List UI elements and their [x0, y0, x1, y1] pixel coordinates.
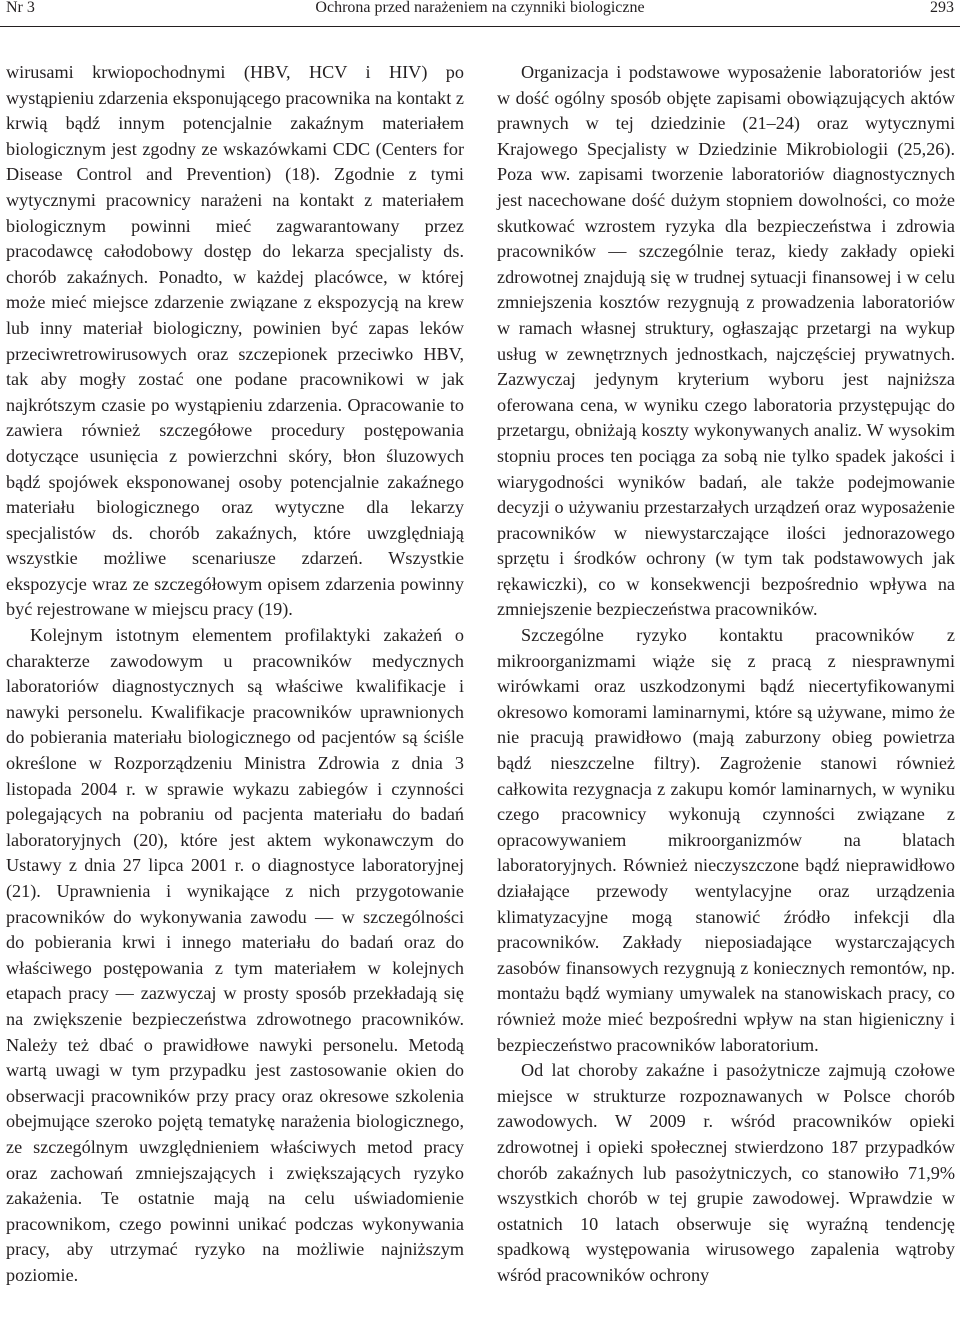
page-number: 293	[930, 0, 954, 16]
right-column	[497, 60, 955, 1289]
header-rule	[0, 26, 960, 27]
paragraph-risk: Szczególne ryzyko kontaktu pracowników z mikroorganizmami wiąże się z pracą z niesprawnymi wirówkami oraz uszkodzonymi bądź niecertyfikowanymi okresowo komorami laminarnymi, które są używane, mimo że nie pracują prawidłowo (mają zaburzony obieg powietrza bądź nieszczelne filtry). Zagrożenie stanowi również całkowita rezygnacja z zakupu komór laminarnych, w wyniku czego pracownicy wykonują czynności związane z opracowywaniem mikroorganizmów na blatach laboratoryjnych. Również nieczyszczone bądź nieprawidłowo działające przewody wentylacyjne oraz urządzenia klimatyzacyjne mogą stanowić źródło infekcji dla pracowników. Zakłady nieposiadające wystarczających zasobów finansowych rezygnują z koniecznych remontów, np. montażu bądź wymiany umywalek na stanowiskach pracy, co również może mieć bezpośredni wpływ na stan higieniczny i bezpieczeństwo pracowników laboratorium.	[497, 625, 955, 1055]
paragraph-qualifications: Kolejnym istotnym elementem profilaktyki zakażeń o charakterze zawodowym u pracowników medycznych laboratoriów diagnostycznych są właściwe kwalifikacje i nawyki personelu. Kwalifikacje pracowników uprawnionych do pobierania materiału biologicznego od pacjentów są ściśle określone w Rozporządzeniu Ministra Zdrowia z dnia 3 listopada 2004 r. w sprawie wykazu zabiegów i czynności polegających na pobraniu od pacjenta materiału do badań laboratoryjnych (20), które jest aktem wykonawczym do Ustawy z dnia 27 lipca 2001 r. o diagnostyce laboratoryjnej (21). Uprawnienia i wynikające z nich przygotowanie pracowników do wykonywania zawodu — w szczególności do pobierania krwi i innego materiału do badań oraz do właściwego postępowania z tym materiałem w kolejnych etapach pracy — zazwyczaj w prosty sposób przekładają się na zwiększenie bezpieczeństwa zdrowotnego pracowników. Należy też dbać o prawidłowe nawyki personelu. Metodą wartą uwagi w tym przypadku jest zastosowanie okien do obserwacji pracowników przy pracy oraz okresowe szkolenia obejmujące szeroko pojętą tematykę narażenia biologicznego, ze szczególnym uwzględnieniem właściwych metod pracy oraz zachowań zmniejszających i zwiększających ryzyko zakażenia. Te ostatnie mają na celu uświadomienie pracownikom, czego powinni unikać podczas wykonywania pracy, aby utrzymać ryzyko na możliwie najniższym poziomie.	[6, 625, 464, 1285]
running-title: Ochrona przed narażeniem na czynniki biologiczne	[315, 0, 645, 16]
paragraph-organization: Organizacja i podstawowe wyposażenie laboratoriów jest w dość ogólny sposób objęte zapisami obowiązujących aktów prawnych w tej dziedzinie (21–24) oraz wytycznymi Krajowego Specjalisty w Dziedzinie Mikrobiologii (25,26). Poza ww. zapisami tworzenie laboratoriów diagnostycznych jest nacechowane dość dużym stopniem dowolności, co może skutkować wzrostem ryzyka dla bezpieczeństwa i zdrowia pracowników — szczególnie teraz, kiedy zakłady opieki zdrowotnej znajdują się w trudnej sytuacji finansowej i w celu zmniejszenia kosztów rezygnują z prowadzenia laboratoriów w ramach własnej struktury, ogłaszając przetargi na wykup usług w zewnętrznych jednostkach, najczęściej prywatnych. Zazwyczaj jedynym kryterium wyboru jest najniższa oferowana cena, w wyniku czego laboratoria przystępując do przetargu, obniżają koszty wykonywanych analiz. W wysokim stopniu proces ten pociąga za sobą nie tylko spadek jakości i wiarygodności wyników badań, ale także podejmowanie decyzji o używaniu przestarzałych urządzeń oraz wyposażenie pracowników w niewystarczające ilości jednorazowego sprzętu i środków ochrony (w tym tak podstawowych jak rękawiczki), co w konsekwencji bezpośrednio wpływa na zmniejszenie bezpieczeństwa pracowników.	[497, 62, 955, 620]
paragraph-statistics: Od lat choroby zakaźne i pasożytnicze zajmują czołowe miejsce w strukturze rozpoznawanych w Polsce chorób zawodowych. W 2009 r. wśród pracowników opieki zdrowotnej i opieki społecznej stwierdzono 187 przypadków chorób zakaźnych lub pasożytniczych, co stanowiło 71,9% wszystkich chorób w tej grupie zawodowej. Wprawdzie w ostatnich 10 latach obserwuje się wyraźną tendencję spadkową występowania wirusowego zapalenia wątroby wśród pracowników ochrony	[497, 1060, 955, 1285]
paragraph-continuation: wirusami krwiopochodnymi (HBV, HCV i HIV) po wystąpieniu zdarzenia eksponującego pracownika na kontakt z krwią bądź innym potencjalnie zakaźnym materiałem biologicznym jest zgodny ze wskazówkami CDC (Centers for Disease Control and Prevention) (18). Zgodnie z tymi wytycznymi pracownicy narażeni na kontakt z materiałem biologicznym powinni mieć zagwarantowany przez pracodawcę całodobowy dostęp do lekarza specjalisty ds. chorób zakaźnych. Ponadto, w każdej placówce, w której może mieć miejsce zdarzenie związane z ekspozycją na krew lub inny materiał biologiczny, powinien być zapas leków przeciwretrowirusowych oraz szczepionek przeciwko HBV, tak aby mogły zostać one podane pracownikowi w jak najkrótszym czasie po wystąpieniu zdarzenia. Opracowanie to zawiera również szczegółowe procedury postępowania dotyczące usunięcia z powierzchni skóry, błon śluzowych bądź spojówek eksponowanej osoby potencjalnie zakaźnego materiału biologicznego oraz wytyczne dla lekarzy specjalistów ds. chorób zakaźnych, które uwzględniają wszystkie możliwe scenariusze zdarzeń. Wszystkie ekspozycje wraz ze szczegółowym opisem zdarzenia powinny być rejestrowane w miejscu pracy (19).	[6, 62, 464, 620]
left-column	[6, 60, 464, 1289]
issue-number: Nr 3	[6, 0, 35, 16]
